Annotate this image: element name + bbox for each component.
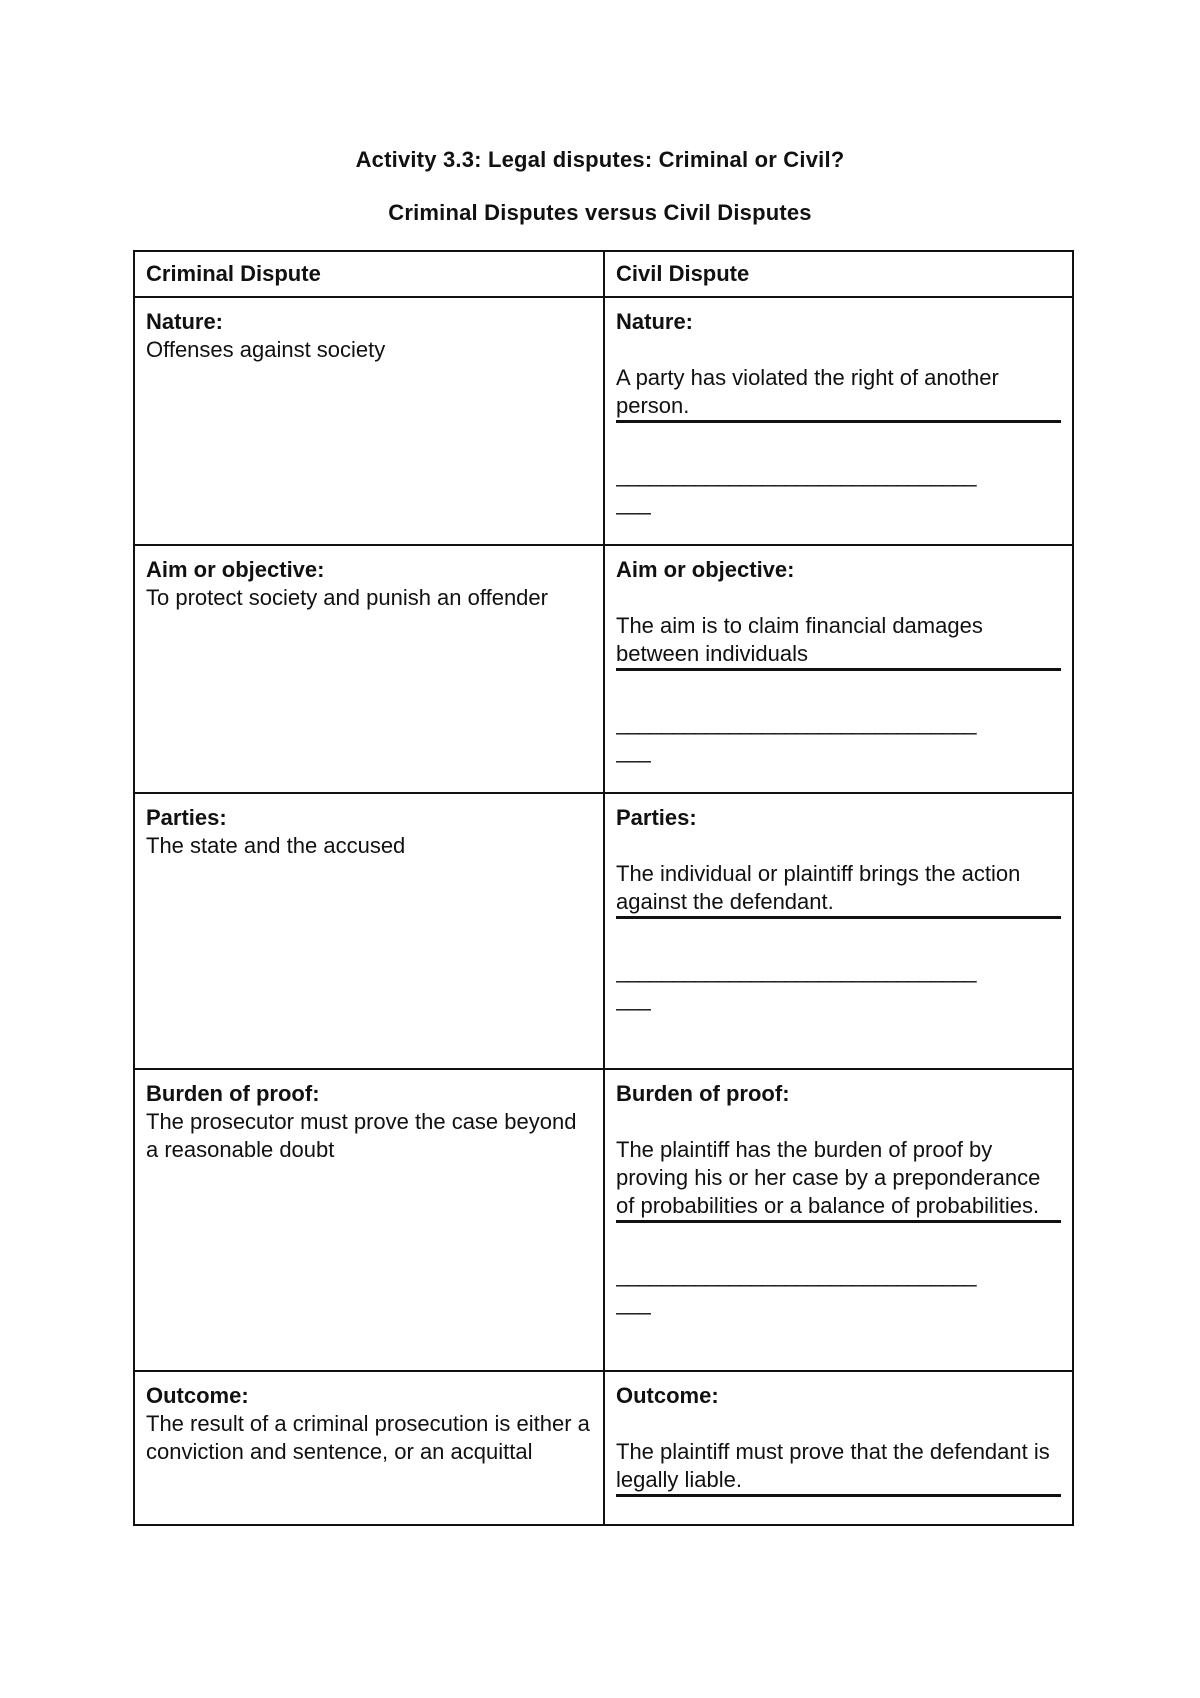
row-label: Aim or objective:: [146, 557, 325, 582]
civil-answer[interactable]: The aim is to claim financial damages between individuals: [616, 612, 1061, 671]
blank-line: ___: [616, 1290, 650, 1315]
blank-line: ________________________________: [616, 958, 976, 983]
blank-line: ___: [616, 986, 650, 1011]
header-civil: Civil Dispute: [604, 251, 1073, 297]
civil-answer[interactable]: The individual or plaintiff brings the action against the defendant.: [616, 860, 1061, 919]
civil-answer[interactable]: A party has violated the right of another person.: [616, 364, 1061, 423]
row-label: Parties:: [616, 805, 697, 830]
criminal-cell: [134, 545, 604, 793]
civil-answer[interactable]: The plaintiff has the burden of proof by proving his or her case by a preponderance of probabilities or a balance of probabilities.: [616, 1136, 1061, 1223]
civil-cell: [604, 297, 1073, 545]
criminal-cell: [134, 297, 604, 545]
blank-line: ___: [616, 738, 650, 763]
civil-cell: [604, 1371, 1073, 1525]
criminal-cell: [134, 793, 604, 1069]
criminal-text: The prosecutor must prove the case beyond a reasonable doubt: [146, 1109, 577, 1162]
blank-line: ________________________________: [616, 710, 976, 735]
criminal-text: The result of a criminal prosecution is either a conviction and sentence, or an acquittal: [146, 1411, 590, 1464]
blank-line: ___: [616, 490, 650, 515]
table-row: [134, 297, 1073, 545]
document-subtitle: Criminal Disputes versus Civil Disputes: [388, 200, 812, 225]
row-label: Parties:: [146, 805, 227, 830]
row-label: Outcome:: [146, 1383, 249, 1408]
criminal-text: Offenses against society: [146, 337, 386, 362]
civil-cell: [604, 1069, 1073, 1371]
header-criminal: Criminal Dispute: [134, 251, 604, 297]
table-row: [134, 1371, 1073, 1525]
row-label: Burden of proof:: [616, 1081, 790, 1106]
criminal-cell: [134, 1371, 604, 1525]
comparison-table: [133, 250, 1074, 1526]
civil-cell: [604, 793, 1073, 1069]
blank-line: ________________________________: [616, 1262, 976, 1287]
row-label: Nature:: [146, 309, 224, 334]
table-header-row: [134, 251, 1073, 297]
table-row: [134, 545, 1073, 793]
document-title: Activity 3.3: Legal disputes: Criminal or Civil?: [355, 147, 845, 172]
criminal-text: The state and the accused: [146, 833, 406, 858]
table-row: [134, 793, 1073, 1069]
table-row: [134, 1069, 1073, 1371]
row-label: Nature:: [616, 309, 694, 334]
criminal-text: To protect society and punish an offender: [146, 585, 548, 610]
row-label: Outcome:: [616, 1383, 719, 1408]
blank-line: ________________________________: [616, 462, 976, 487]
row-label: Aim or objective:: [616, 557, 795, 582]
civil-answer[interactable]: The plaintiff must prove that the defendant is legally liable.: [616, 1438, 1061, 1497]
row-label: Burden of proof:: [146, 1081, 320, 1106]
criminal-cell: [134, 1069, 604, 1371]
civil-cell: [604, 545, 1073, 793]
